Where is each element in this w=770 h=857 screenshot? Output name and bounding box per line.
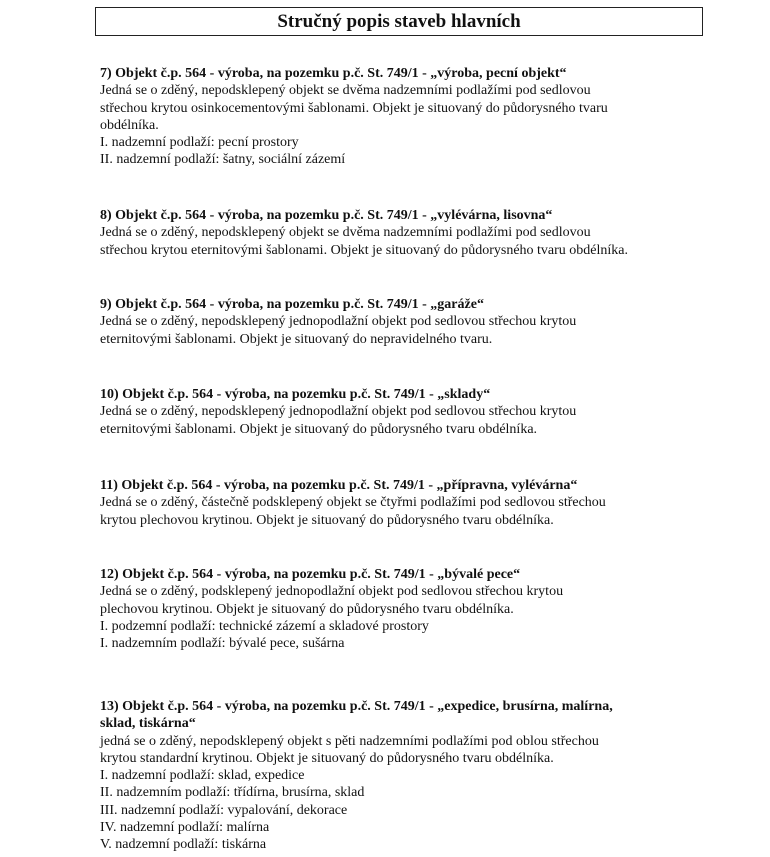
section-heading: 13) Objekt č.p. 564 - výroba, na pozemku p.č. St. 749/1 - „expedice, brusírna, malírna, sklad, tiskárna“ xyxy=(100,699,613,732)
section-line: eternitovými šablonami. Objekt je situovaný do půdorysného tvaru obdélníka. xyxy=(100,421,538,437)
section-heading: 12) Objekt č.p. 564 - výroba, na pozemku p.č. St. 749/1 - „bývalé pece“ xyxy=(100,567,521,582)
section-line: I. nadzemním podlaží: bývalé pece, sušárna xyxy=(100,636,345,652)
section-line: V. nadzemní podlaží: tiskárna xyxy=(100,837,267,853)
section-line: I. nadzemní podlaží: pecní prostory xyxy=(100,135,299,151)
section-line: Jedná se o zděný, nepodsklepený objekt se dvěma nadzemními podlažími pod sedlovou xyxy=(100,83,591,99)
section-line: plechovou krytinou. Objekt je situovaný do půdorysného tvaru obdélníka. xyxy=(100,601,514,617)
section-13 xyxy=(100,698,640,854)
section-8 xyxy=(100,207,720,259)
section-line: Jedná se o zděný, nepodsklepený jednopodlažní objekt pod sedlovou střechou krytou xyxy=(100,314,577,330)
section-line: obdélníka. xyxy=(100,117,159,133)
section-heading: 7) Objekt č.p. 564 - výroba, na pozemku p.č. St. 749/1 - „výroba, pecní objekt“ xyxy=(100,66,567,81)
section-line: II. nadzemní podlaží: šatny, sociální zázemí xyxy=(100,152,346,168)
section-line: I. nadzemní podlaží: sklad, expedice xyxy=(100,768,305,784)
document-title: Stručný popis staveb hlavních xyxy=(277,10,521,32)
section-10 xyxy=(100,386,720,438)
section-heading: 8) Objekt č.p. 564 - výroba, na pozemku p.č. St. 749/1 - „vylévárna, lisovna“ xyxy=(100,208,553,223)
section-line: krytou plechovou krytinou. Objekt je situovaný do půdorysného tvaru obdélníka. xyxy=(100,512,554,528)
section-line: Jedná se o zděný, nepodsklepený jednopodlažní objekt pod sedlovou střechou krytou xyxy=(100,404,577,420)
section-line: eternitovými šablonami. Objekt je situovaný do nepravidelného tvaru. xyxy=(100,331,493,347)
section-line: Jedná se o zděný, částečně podsklepený objekt se čtyřmi podlažími pod sedlovou střechou xyxy=(100,495,606,511)
section-line: střechou krytou eternitovými šablonami. Objekt je situovaný do půdorysného tvaru obdélníka. xyxy=(100,242,629,258)
section-line: I. podzemní podlaží: technické zázemí a skladové prostory xyxy=(100,618,429,634)
section-heading: 11) Objekt č.p. 564 - výroba, na pozemku p.č. St. 749/1 - „přípravna, vylévárna“ xyxy=(100,478,578,493)
section-line: jedná se o zděný, nepodsklepený objekt s pěti nadzemními podlažími pod oblou střechou xyxy=(100,733,599,749)
section-line: Jedná se o zděný, nepodsklepený objekt se dvěma nadzemními podlažími pod sedlovou xyxy=(100,225,591,241)
section-heading: 10) Objekt č.p. 564 - výroba, na pozemku p.č. St. 749/1 - „sklady“ xyxy=(100,387,491,402)
section-12 xyxy=(100,566,720,652)
section-line: Jedná se o zděný, podsklepený jednopodlažní objekt pod sedlovou střechou krytou xyxy=(100,584,564,600)
section-heading: 9) Objekt č.p. 564 - výroba, na pozemku p.č. St. 749/1 - „garáže“ xyxy=(100,297,484,312)
section-line: krytou standardní krytinou. Objekt je situovaný do půdorysného tvaru obdélníka. xyxy=(100,750,554,766)
section-9 xyxy=(100,296,720,348)
section-line: III. nadzemní podlaží: vypalování, dekorace xyxy=(100,802,348,818)
title-box xyxy=(95,7,703,36)
section-7 xyxy=(100,65,720,169)
section-11 xyxy=(100,477,720,529)
section-line: IV. nadzemní podlaží: malírna xyxy=(100,820,270,836)
section-line: II. nadzemním podlaží: třídírna, brusírna, sklad xyxy=(100,785,365,801)
section-line: střechou krytou osinkocementovými šablonami. Objekt je situovaný do půdorysného tvaru xyxy=(100,100,608,116)
